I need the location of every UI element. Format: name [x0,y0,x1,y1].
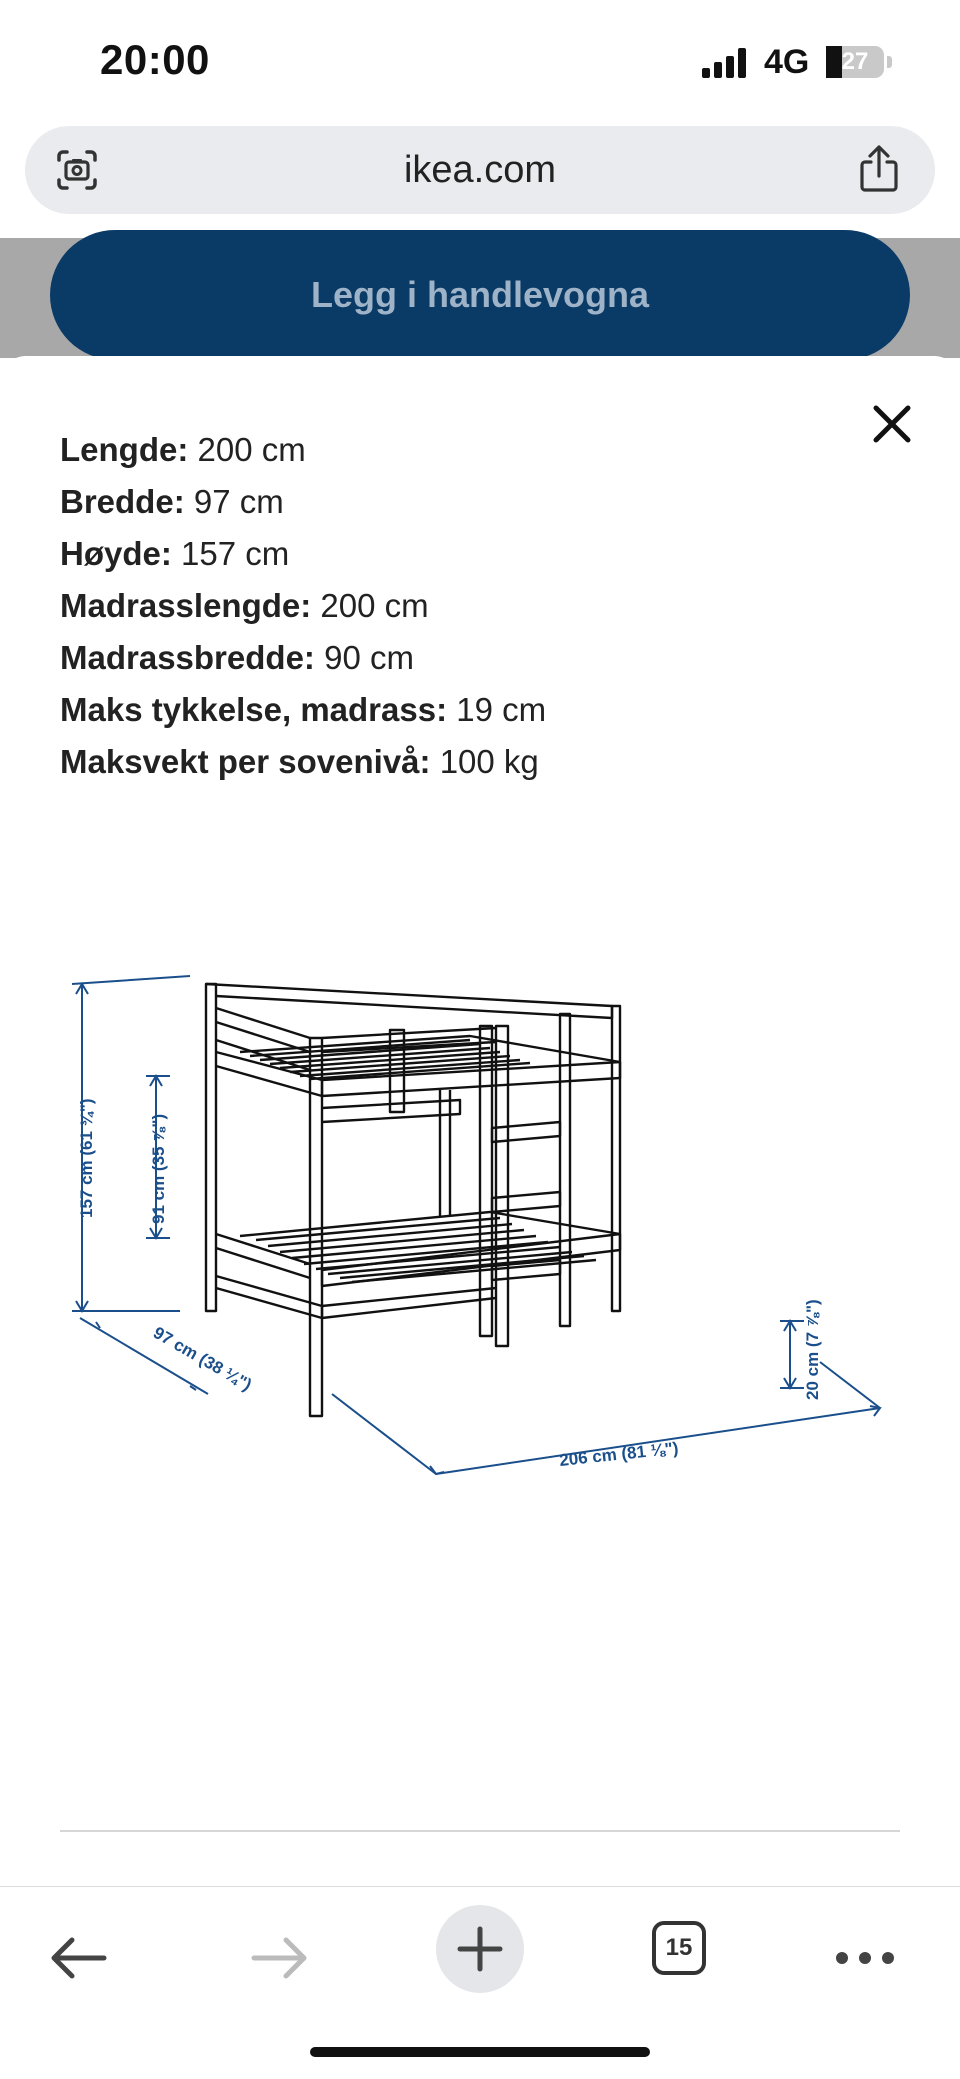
divider [60,1830,900,1832]
height-dimension-label: 157 cm (61 ¾") [77,1098,96,1218]
tab-count-button[interactable]: 15 [652,1921,706,1975]
signal-icon [702,48,750,78]
spec-value: 19 cm [456,691,547,728]
share-icon[interactable] [855,144,903,194]
add-to-cart-label: Legg i handlevogna [310,274,650,315]
spec-label: Maks tykkelse, madrass: [60,691,448,728]
spec-value: 90 cm [324,639,414,676]
spec-label: Madrasslengde: [60,587,312,624]
spec-row [60,736,920,788]
more-icon[interactable] [820,1913,910,2003]
spec-value: 100 kg [439,743,539,780]
add-to-cart-button[interactable] [50,230,910,360]
plus-icon [436,1905,524,1993]
spec-row: Lengde: 200 cm [60,431,306,468]
spec-row [60,580,920,632]
status-time: 20:00 [100,36,210,83]
spec-row [60,476,920,528]
spec-row [60,528,920,580]
network-label: 4G [764,43,810,81]
battery-percent: 27 [841,48,869,75]
product-details-sheet [0,356,960,1886]
battery-tip [887,56,892,68]
spec-label: Høyde: [60,535,172,572]
spec-value: 200 cm [320,587,429,624]
spec-value: 157 cm [181,535,290,572]
battery-icon [826,46,884,78]
inner-height-dimension-label: 91 cm (35 ⅞") [149,1113,168,1224]
length-dimension-label: 206 cm (81 ⅛") [558,1438,680,1470]
spec-label: Madrassbredde: [60,639,315,676]
browser-toolbar [0,1886,960,2079]
bunk-bed-dimension-drawing [60,966,900,1606]
forward-arrow-icon[interactable] [234,1913,324,2003]
width-dimension-label: 97 cm (38 ¼") [150,1323,255,1395]
spec-label: Maksvekt per sovenivå: [60,743,431,780]
back-arrow-icon[interactable] [34,1913,124,2003]
clearance-dimension-label: 20 cm (7 ⅞") [803,1299,822,1400]
home-indicator [310,2047,650,2057]
address-bar[interactable] [25,126,935,214]
status-bar [0,0,960,120]
spec-row [60,684,920,736]
spec-row [60,632,920,684]
new-tab-button[interactable] [436,1905,524,1993]
spec-label: Bredde: [60,483,185,520]
spec-value: 97 cm [193,483,284,520]
url-text[interactable]: ikea.com [403,149,557,191]
spec-list [60,431,920,788]
